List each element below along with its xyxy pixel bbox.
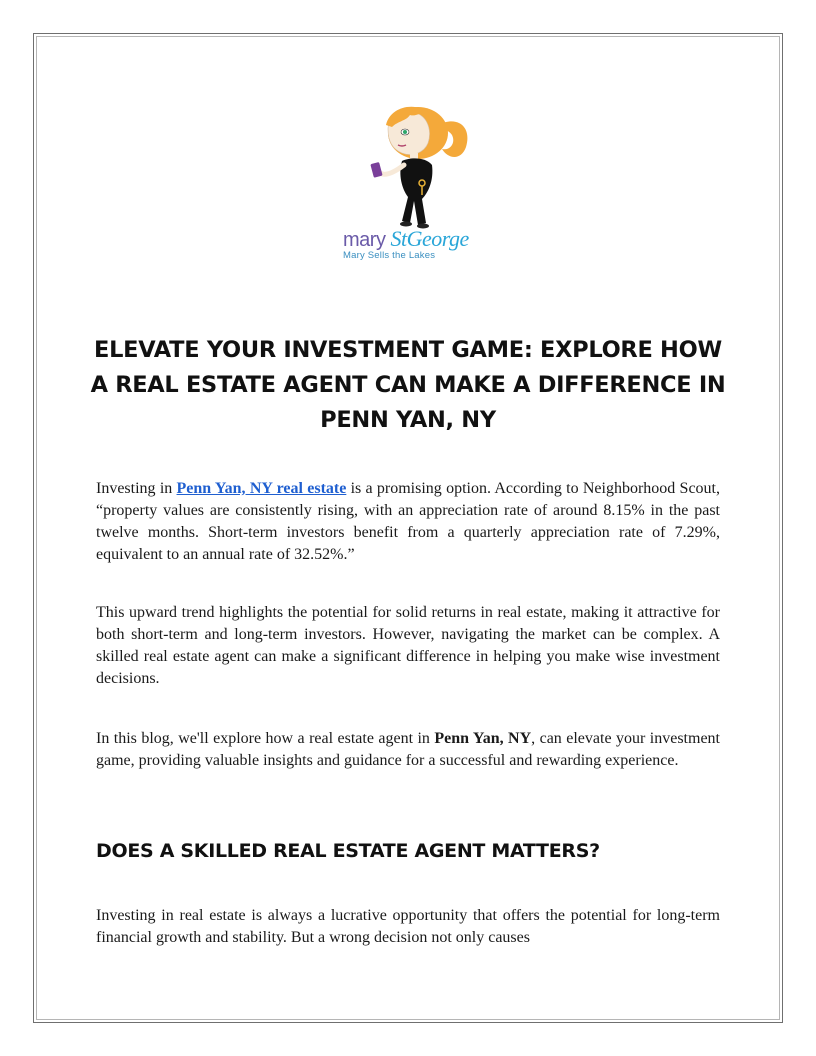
brand-tagline: Mary Sells the Lakes [343,250,436,261]
section-heading: DOES A SKILLED REAL ESTATE AGENT MATTERS? [96,840,600,862]
brand-last-name: StGeorge [390,226,469,251]
penn-yan-real-estate-link[interactable]: Penn Yan, NY real estate [176,480,347,497]
intro-paragraph [96,478,720,566]
trend-paragraph: This upward trend highlights the potential for solid returns in real estate, making it attractive for both short-term and long-term investors. However, navigating the market can be complex. A skilled real estate agent can make a significant difference in helping you make wise investment decisions. [96,604,720,687]
cartoon-agent-illustration [330,95,490,230]
intro-text-start: Investing in [96,480,177,497]
intro-text-end: is a promising option. According to Neighborhood Scout, “property values are consistently rising, with an appreciation rate of around 8.15% in the past twelve months. Short-term investors benefit from a quarterly appreciation rate of 7.29%, equivalent to an annual rate of 32.52%.” [96,480,720,563]
overview-text-end: , can elevate your investment game, providing valuable insights and guidance for a successful and rewarding experience. [96,730,720,769]
brand-first-name: mary [343,229,386,251]
article-title: ELEVATE YOUR INVESTMENT GAME: EXPLORE HOW A REAL ESTATE AGENT CAN MAKE A DIFFERENCE IN PENN YAN, NY [90,337,726,433]
blog-overview-paragraph [96,728,720,772]
brand-name [343,226,493,252]
overview-text-start: In this blog, we'll explore how a real estate agent in [96,730,435,747]
overview-location: Penn Yan, NY [434,730,532,747]
section-paragraph: Investing in real estate is always a lucrative opportunity that offers the potential for long-term financial growth and stability. But a wrong decision not only causes [96,907,720,946]
